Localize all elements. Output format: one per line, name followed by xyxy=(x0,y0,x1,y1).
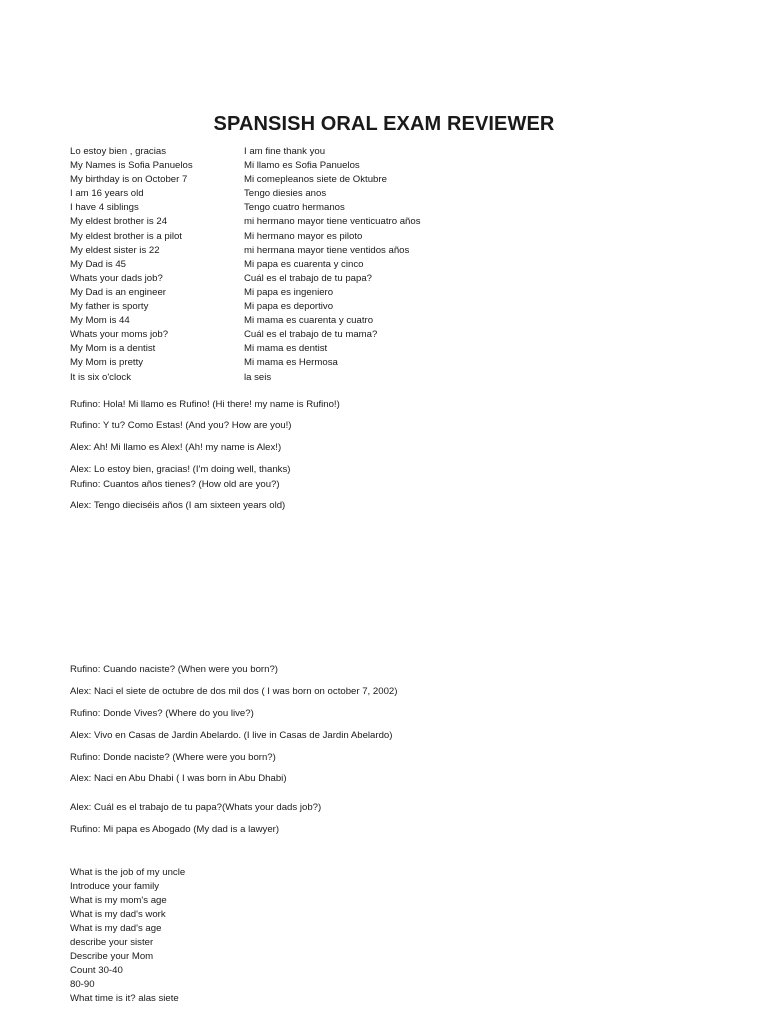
vocab-row xyxy=(70,159,710,173)
question-item: What is my dad's age xyxy=(70,923,162,934)
vocab-row xyxy=(70,342,710,356)
vocab-spanish: Mi mama es dentist xyxy=(244,343,328,355)
vocab-english: My birthday is on October 7 xyxy=(70,174,188,186)
vocab-spanish: Mi mama es cuarenta y cuatro xyxy=(244,315,374,327)
vocab-row xyxy=(70,215,710,229)
vocab-spanish: Cuál es el trabajo de tu papa? xyxy=(244,272,373,284)
vocab-english: My Names is Sofia Panuelos xyxy=(70,160,193,172)
vocab-spanish: mi hermano mayor tiene venticuatro años xyxy=(244,216,421,228)
dialogue-line: Alex: Naci el siete de octubre de dos mil dos ( I was born on october 7, 2002) xyxy=(70,686,398,697)
vocab-spanish: mi hermana mayor tiene ventidos años xyxy=(244,244,410,256)
vocab-row xyxy=(70,201,710,215)
vocab-spanish: Tengo diesies anos xyxy=(244,188,327,200)
vocab-english: Whats your dads job? xyxy=(70,272,163,284)
vocab-row xyxy=(70,328,710,342)
vocab-english: I am 16 years old xyxy=(70,188,144,200)
vocab-spanish: Mi papa es ingeniero xyxy=(244,286,334,298)
vocab-spanish: Tengo cuatro hermanos xyxy=(244,202,345,214)
vocab-spanish: Mi llamo es Sofia Panuelos xyxy=(244,160,360,172)
vocab-english: My eldest sister is 22 xyxy=(70,244,160,256)
vocab-english: Lo estoy bien , gracias xyxy=(70,146,166,157)
vocabulary-list xyxy=(70,145,710,385)
question-item: What is my mom's age xyxy=(70,895,167,906)
dialogue-line: Rufino: Cuando naciste? (When were you born?) xyxy=(70,664,278,675)
question-item: What is my dad's work xyxy=(70,909,166,920)
vocab-spanish: Mi mama es Hermosa xyxy=(244,357,338,369)
vocab-row xyxy=(70,314,710,328)
vocab-row xyxy=(70,230,710,244)
question-item: Count 30-40 xyxy=(70,965,123,976)
dialogue-line: Alex: Vivo en Casas de Jardin Abelardo. (I live in Casas de Jardin Abelardo) xyxy=(70,730,393,741)
vocab-english: My Mom is pretty xyxy=(70,357,144,369)
vocab-english: My Dad is an engineer xyxy=(70,286,166,298)
vocab-english: My eldest brother is a pilot xyxy=(70,230,182,242)
vocab-spanish: Mi papa es cuarenta y cinco xyxy=(244,258,364,270)
vocab-row xyxy=(70,286,710,300)
vocab-row xyxy=(70,371,710,385)
dialogue-line: Alex: Tengo dieciséis años (I am sixteen years old) xyxy=(70,500,286,511)
vocab-row xyxy=(70,244,710,258)
question-item: 80-90 xyxy=(70,979,95,990)
question-item: What time is it? alas siete xyxy=(70,993,179,1004)
vocab-spanish: Mi hermano mayor es piloto xyxy=(244,230,363,242)
vocab-row xyxy=(70,300,710,314)
vocab-english: My Dad is 45 xyxy=(70,258,126,270)
question-item: Describe your Mom xyxy=(70,951,154,962)
vocab-english: My father is sporty xyxy=(70,301,149,313)
vocab-english: I have 4 siblings xyxy=(70,202,139,214)
dialogue-line: Rufino: Cuantos años tienes? (How old are you?) xyxy=(70,479,280,490)
dialogue-line: Rufino: Hola! Mi llamo es Rufino! (Hi there! my name is Rufino!) xyxy=(70,399,340,410)
question-item: Introduce your family xyxy=(70,881,160,892)
vocab-english: My Mom is a dentist xyxy=(70,343,156,355)
dialogue-line: Alex: Ah! Mi llamo es Alex! (Ah! my name is Alex!) xyxy=(70,442,282,453)
vocab-row xyxy=(70,258,710,272)
dialogue-line: Alex: Naci en Abu Dhabi ( I was born in Abu Dhabi) xyxy=(70,773,287,784)
vocab-english: Whats your moms job? xyxy=(70,329,169,341)
vocab-spanish: la seis xyxy=(244,371,272,383)
vocab-english: My Mom is 44 xyxy=(70,315,130,327)
vocab-row xyxy=(70,187,710,201)
dialogue-line: Rufino: Mi papa es Abogado (My dad is a lawyer) xyxy=(70,824,280,835)
vocab-row xyxy=(70,356,710,370)
question-item: describe your sister xyxy=(70,937,154,948)
vocab-english: It is six o'clock xyxy=(70,371,132,383)
dialogue-line: Alex: Lo estoy bien, gracias! (I'm doing well, thanks) xyxy=(70,464,291,475)
dialogue-line: Rufino: Donde naciste? (Where were you born?) xyxy=(70,752,276,763)
question-item: What is the job of my uncle xyxy=(70,867,186,878)
vocab-row xyxy=(70,272,710,286)
vocab-spanish: I am fine thank you xyxy=(244,146,326,157)
page-title: SPANSISH ORAL EXAM REVIEWER xyxy=(213,113,555,135)
dialogue-line: Alex: Cuál es el trabajo de tu papa?(Whats your dads job?) xyxy=(70,802,322,813)
review-questions-list xyxy=(70,866,185,1006)
vocab-row xyxy=(70,173,710,187)
dialogue-line: Rufino: Y tu? Como Estas! (And you? How are you!) xyxy=(70,420,292,431)
vocab-row xyxy=(70,145,710,159)
vocab-spanish: Mi papa es deportivo xyxy=(244,301,334,313)
vocab-spanish: Mi comepleanos siete de Oktubre xyxy=(244,174,387,186)
dialogue-line: Rufino: Donde Vives? (Where do you live?) xyxy=(70,708,254,719)
vocab-english: My eldest brother is 24 xyxy=(70,216,168,228)
vocab-spanish: Cuál es el trabajo de tu mama? xyxy=(244,329,378,341)
